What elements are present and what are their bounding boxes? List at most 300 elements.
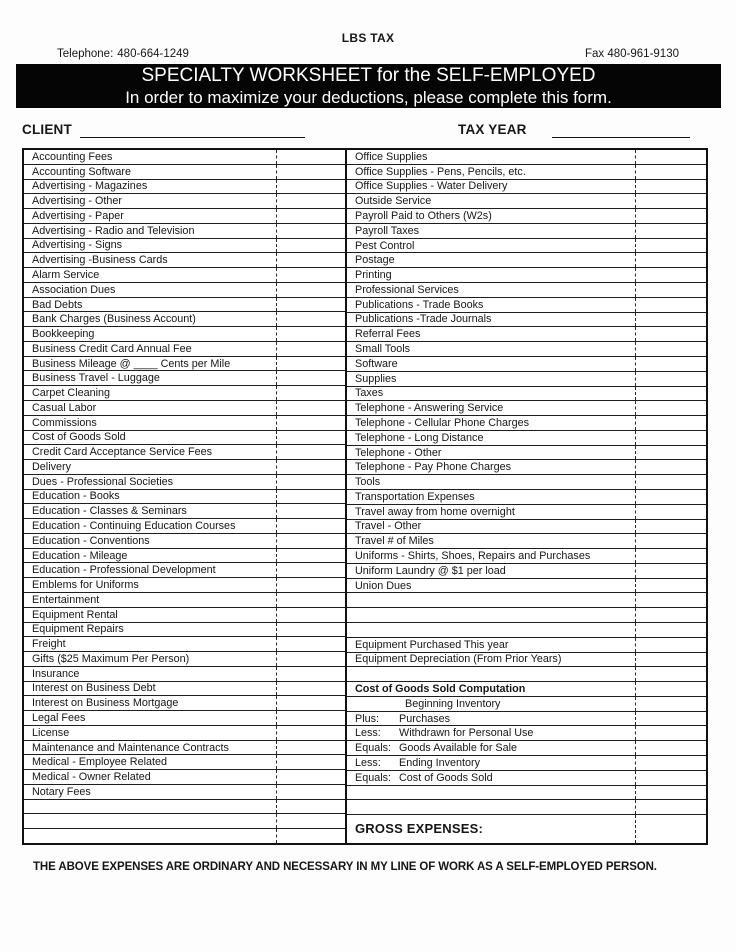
expense-label [347, 638, 636, 652]
expense-row [24, 180, 345, 195]
expense-row [347, 475, 706, 490]
amount-cell[interactable] [636, 579, 706, 593]
expense-row [24, 770, 345, 785]
expense-row [347, 239, 706, 254]
expense-label [24, 490, 277, 504]
amount-cell[interactable] [277, 623, 345, 637]
row-label-text: Advertising - Paper [32, 209, 124, 222]
worksheet-subtitle: In order to maximize your deductions, please complete this form. [125, 87, 612, 107]
expense-label [24, 253, 277, 267]
amount-cell[interactable] [636, 667, 706, 681]
expense-row [347, 771, 706, 786]
expense-label [347, 623, 636, 637]
blank-row [347, 800, 706, 815]
amount-cell[interactable] [636, 194, 706, 208]
expense-label [347, 416, 636, 430]
expense-label [24, 785, 277, 799]
amount-cell[interactable] [636, 505, 706, 519]
expense-label [347, 653, 636, 667]
row-label-text: Publications -Trade Journals [355, 313, 492, 326]
expense-label [24, 312, 277, 326]
amount-cell[interactable] [277, 416, 345, 430]
expense-row [347, 209, 706, 224]
expense-label [24, 682, 277, 696]
row-label-text: Entertainment [32, 593, 100, 606]
expense-row [24, 667, 345, 682]
amount-cell[interactable] [636, 475, 706, 489]
row-label-text: Education - Conventions [32, 534, 150, 547]
client-name-field[interactable] [80, 118, 305, 138]
row-label-text: Pest Control [355, 239, 415, 252]
expense-label [347, 298, 636, 312]
blank-row [347, 667, 706, 682]
expense-row [347, 682, 706, 697]
expense-row [24, 608, 345, 623]
fax-number [585, 48, 679, 60]
amount-cell[interactable] [277, 150, 345, 164]
amount-cell[interactable] [636, 726, 706, 740]
worksheet-right-column [347, 150, 706, 843]
row-label-text: Telephone - Pay Phone Charges [355, 461, 512, 474]
expense-label [347, 815, 636, 843]
amount-cell[interactable] [636, 800, 706, 814]
row-label-text: Software [355, 357, 398, 370]
amount-cell[interactable] [277, 180, 345, 194]
amount-cell[interactable] [277, 194, 345, 208]
expense-label [24, 504, 277, 518]
row-label-text: Printing [355, 269, 392, 282]
row-label-text: License [32, 726, 70, 739]
row-label-text: Education - Books [32, 490, 120, 503]
expense-label [24, 593, 277, 607]
row-label-text: Bank Charges (Business Account) [32, 313, 196, 326]
expense-label [24, 652, 277, 666]
row-label-text: Advertising - Signs [32, 239, 123, 252]
row-label-text: Education - Professional Development [32, 564, 216, 577]
expense-row [24, 283, 345, 298]
expense-label [347, 239, 636, 253]
amount-cell[interactable] [636, 520, 706, 534]
row-label-text: Education - Continuing Education Courses [32, 520, 236, 533]
expense-row [24, 386, 345, 401]
expense-row [24, 327, 345, 342]
amount-cell[interactable] [636, 741, 706, 755]
expense-label [347, 741, 636, 755]
amount-cell[interactable] [636, 697, 706, 711]
amount-cell[interactable] [277, 563, 345, 577]
row-label-text: Interest on Business Mortgage [32, 697, 179, 710]
expense-label [24, 519, 277, 533]
amount-cell[interactable] [636, 253, 706, 267]
amount-cell[interactable] [277, 490, 345, 504]
expense-row [24, 165, 345, 180]
expense-label [347, 327, 636, 341]
expense-row [347, 342, 706, 357]
expense-row [24, 312, 345, 327]
expense-row [347, 815, 706, 843]
blank-row [24, 800, 345, 815]
client-taxyear-row [0, 118, 736, 140]
amount-cell[interactable] [636, 490, 706, 504]
expense-row [24, 401, 345, 416]
expense-label [347, 682, 636, 696]
amount-cell[interactable] [277, 224, 345, 238]
row-label-text: Carpet Cleaning [32, 387, 111, 400]
row-label-text: Credit Card Acceptance Service Fees [32, 446, 213, 459]
row-label-text: Small Tools [355, 343, 411, 356]
expense-row [24, 475, 345, 490]
expense-row [347, 653, 706, 668]
row-label-text: Bookkeeping [32, 328, 95, 341]
expense-label [347, 313, 636, 327]
amount-cell[interactable] [277, 268, 345, 282]
telephone-label: Telephone: [57, 48, 114, 60]
expense-row [24, 696, 345, 711]
row-label-text: Dues - Professional Societies [32, 475, 174, 488]
expense-row [347, 579, 706, 594]
row-label-text: Business Travel - Luggage [32, 372, 160, 385]
row-label-text: Alarm Service [32, 269, 100, 281]
blank-row [347, 593, 706, 608]
amount-cell[interactable] [636, 165, 706, 179]
row-label-text: Accounting Fees [32, 150, 113, 163]
expense-row [24, 357, 345, 372]
expense-label [24, 829, 277, 843]
amount-cell[interactable] [277, 209, 345, 223]
expense-label [24, 431, 277, 445]
expense-row [24, 711, 345, 726]
expense-label [24, 741, 277, 755]
expense-row [24, 298, 345, 313]
expense-row [347, 741, 706, 756]
amount-cell[interactable] [277, 593, 345, 607]
expense-row [347, 357, 706, 372]
expense-row [24, 623, 345, 638]
amount-cell[interactable] [277, 755, 345, 769]
expense-row [24, 239, 345, 254]
expense-label [347, 608, 636, 622]
amount-cell[interactable] [277, 519, 345, 533]
row-label-text: Bad Debts [32, 298, 83, 311]
expense-row [347, 387, 706, 402]
expense-label [347, 726, 636, 740]
amount-cell[interactable] [277, 682, 345, 696]
expense-label [24, 268, 277, 282]
row-label-text: Commissions [32, 416, 97, 429]
row-label-text: Casual Labor [32, 401, 97, 414]
row-label-text: Cost of Goods Sold Computation [355, 683, 526, 696]
amount-cell[interactable] [277, 357, 345, 371]
row-label-text: Telephone - Other [355, 446, 442, 459]
expense-row [347, 268, 706, 283]
amount-cell[interactable] [277, 165, 345, 179]
amount-cell[interactable] [636, 534, 706, 548]
amount-cell[interactable] [277, 253, 345, 267]
amount-cell[interactable] [277, 327, 345, 341]
amount-cell[interactable] [636, 357, 706, 371]
expense-label [347, 534, 636, 548]
expense-label [24, 696, 277, 710]
amount-cell[interactable] [277, 475, 345, 489]
expense-row [24, 741, 345, 756]
amount-cell[interactable] [636, 549, 706, 563]
row-label-text: Emblems for Uniforms [32, 579, 139, 592]
amount-cell[interactable] [277, 829, 345, 843]
expense-label [24, 445, 277, 459]
expense-label [347, 446, 636, 460]
row-label-text: Beginning Inventory [405, 697, 501, 710]
amount-cell[interactable] [277, 696, 345, 710]
amount-cell[interactable] [636, 446, 706, 460]
amount-cell[interactable] [636, 313, 706, 327]
amount-cell[interactable] [636, 268, 706, 282]
row-label-text: Transportation Expenses [355, 490, 475, 503]
amount-cell[interactable] [636, 401, 706, 415]
tax-year-field[interactable] [552, 118, 690, 138]
amount-cell[interactable] [277, 770, 345, 784]
amount-cell[interactable] [277, 445, 345, 459]
amount-cell[interactable] [277, 637, 345, 651]
expense-row [24, 593, 345, 608]
expense-label [347, 771, 636, 785]
amount-cell[interactable] [636, 387, 706, 401]
amount-cell[interactable] [277, 460, 345, 474]
amount-cell[interactable] [636, 239, 706, 253]
row-prefix: Less: [355, 727, 381, 740]
amount-cell[interactable] [636, 564, 706, 578]
expense-label [24, 327, 277, 341]
row-label-text: Postage [355, 254, 395, 267]
expense-label [24, 401, 277, 415]
expense-row [347, 431, 706, 446]
expense-label [347, 372, 636, 386]
row-label-text: Medical - Employee Related [32, 756, 168, 769]
row-label-text: Tools [355, 476, 381, 489]
amount-cell[interactable] [277, 283, 345, 297]
expense-row [347, 194, 706, 209]
row-label-text: Office Supplies - Pens, Pencils, etc. [355, 165, 526, 178]
expense-label [347, 268, 636, 282]
row-label-text: Cost of Goods Sold [399, 771, 493, 784]
amount-cell[interactable] [636, 431, 706, 445]
expense-label [24, 224, 277, 238]
expense-row [347, 253, 706, 268]
amount-cell[interactable] [277, 814, 345, 828]
expense-label [347, 209, 636, 223]
expense-label [24, 726, 277, 740]
expense-row [347, 490, 706, 505]
expense-row [347, 298, 706, 313]
row-label-text: Union Dues [355, 579, 412, 592]
amount-cell[interactable] [636, 786, 706, 800]
amount-cell[interactable] [636, 342, 706, 356]
expense-row [347, 460, 706, 475]
row-label-text: Association Dues [32, 283, 116, 296]
amount-cell[interactable] [636, 682, 706, 696]
expense-label [24, 814, 277, 828]
amount-cell[interactable] [636, 771, 706, 785]
company-name: LBS TAX [341, 31, 395, 45]
blank-row [24, 829, 345, 843]
row-label-text: Publications - Trade Books [355, 298, 484, 311]
expense-row [24, 431, 345, 446]
blank-row [24, 814, 345, 829]
amount-cell[interactable] [277, 608, 345, 622]
expense-row [24, 682, 345, 697]
row-label-text: Gifts ($25 Maximum Per Person) [32, 652, 190, 665]
fax-value: 480-961-9130 [607, 48, 679, 60]
amount-cell[interactable] [277, 711, 345, 725]
amount-cell[interactable] [636, 416, 706, 430]
amount-cell[interactable] [636, 327, 706, 341]
expense-label [347, 520, 636, 534]
amount-cell[interactable] [277, 371, 345, 385]
row-label-text: Maintenance and Maintenance Contracts [32, 741, 229, 754]
amount-cell[interactable] [636, 712, 706, 726]
expense-row [347, 165, 706, 180]
row-label-text: Referral Fees [355, 328, 421, 341]
telephone-number [57, 48, 193, 60]
expense-label [347, 401, 636, 415]
row-label-text: Advertising -Business Cards [32, 254, 168, 267]
expense-row [24, 445, 345, 460]
expense-label [24, 637, 277, 651]
expense-label [24, 667, 277, 681]
amount-cell[interactable] [277, 800, 345, 814]
amount-cell[interactable] [277, 534, 345, 548]
row-label-text: Advertising - Radio and Television [32, 224, 195, 237]
amount-cell[interactable] [277, 298, 345, 312]
expense-row [24, 519, 345, 534]
row-label-text: Travel away from home overnight [355, 505, 515, 518]
row-prefix: Equals: [355, 771, 392, 784]
expense-label [24, 283, 277, 297]
expense-row [347, 416, 706, 431]
row-label-text: Purchases [399, 712, 451, 725]
row-label-text: Supplies [355, 372, 397, 385]
row-label-text: Advertising - Other [32, 195, 123, 208]
amount-cell[interactable] [636, 224, 706, 238]
expense-row [24, 224, 345, 239]
expense-label [347, 342, 636, 356]
expense-label [347, 283, 636, 297]
amount-cell[interactable] [277, 785, 345, 799]
amount-cell[interactable] [277, 431, 345, 445]
amount-cell[interactable] [277, 504, 345, 518]
expense-row [347, 180, 706, 195]
amount-cell[interactable] [277, 312, 345, 326]
row-label-text: Notary Fees [32, 785, 91, 798]
amount-cell[interactable] [277, 342, 345, 356]
row-label-text: Cost of Goods Sold [32, 431, 126, 444]
row-label-text: Professional Services [355, 283, 459, 296]
expense-label [24, 386, 277, 400]
row-label-text: Education - Mileage [32, 549, 128, 562]
expense-label [24, 711, 277, 725]
amount-cell[interactable] [277, 239, 345, 253]
expense-row [347, 150, 706, 165]
row-label-text: Advertising - Magazines [32, 180, 148, 193]
expense-label [347, 490, 636, 504]
row-label-text: Travel - Other [355, 520, 422, 533]
row-label-text: Outside Service [355, 195, 432, 208]
amount-cell[interactable] [277, 549, 345, 563]
amount-cell[interactable] [636, 815, 706, 843]
amount-cell[interactable] [636, 623, 706, 637]
row-prefix: Plus: [355, 712, 380, 725]
amount-cell[interactable] [636, 638, 706, 652]
row-label-text: Medical - Owner Related [32, 771, 151, 784]
expense-row [347, 505, 706, 520]
amount-cell[interactable] [636, 372, 706, 386]
amount-cell[interactable] [277, 386, 345, 400]
expense-row [24, 637, 345, 652]
amount-cell[interactable] [636, 180, 706, 194]
amount-cell[interactable] [277, 652, 345, 666]
amount-cell[interactable] [277, 741, 345, 755]
amount-cell[interactable] [636, 756, 706, 770]
row-label-text: Accounting Software [32, 165, 132, 178]
expense-label [24, 194, 277, 208]
amount-cell[interactable] [636, 150, 706, 164]
row-label-text: GROSS EXPENSES: [355, 821, 483, 837]
row-label-text: Interest on Business Debt [32, 682, 156, 695]
amount-cell[interactable] [636, 298, 706, 312]
expense-label [24, 563, 277, 577]
amount-cell[interactable] [277, 667, 345, 681]
amount-cell[interactable] [636, 593, 706, 607]
expense-label [24, 475, 277, 489]
expense-row [347, 313, 706, 328]
amount-cell[interactable] [636, 283, 706, 297]
amount-cell[interactable] [277, 578, 345, 592]
certification-statement: THE ABOVE EXPENSES ARE ORDINARY AND NECESSARY IN MY LINE OF WORK AS A SELF-EMPLOYED PERSON. [33, 861, 657, 873]
expense-label [347, 431, 636, 445]
expense-label [24, 342, 277, 356]
amount-cell[interactable] [636, 608, 706, 622]
telephone-value: 480-664-1249 [117, 48, 189, 60]
amount-cell[interactable] [277, 726, 345, 740]
tax-year-label: TAX YEAR [458, 122, 527, 137]
expense-row [347, 638, 706, 653]
expense-label [24, 755, 277, 769]
amount-cell[interactable] [636, 460, 706, 474]
expense-row [347, 283, 706, 298]
amount-cell[interactable] [636, 209, 706, 223]
expense-row [24, 371, 345, 386]
expense-row [24, 416, 345, 431]
expense-label [24, 357, 277, 371]
amount-cell[interactable] [277, 401, 345, 415]
row-label-text: Insurance [32, 667, 80, 680]
amount-cell[interactable] [636, 653, 706, 667]
expense-label [347, 667, 636, 681]
row-label-text: Telephone - Long Distance [355, 431, 484, 444]
expense-label [347, 564, 636, 578]
expense-row [347, 564, 706, 579]
row-label-text: Equipment Depreciation (From Prior Years) [355, 653, 562, 666]
row-label-text: Business Credit Card Annual Fee [32, 342, 192, 355]
expense-label [24, 371, 277, 385]
expense-label [24, 608, 277, 622]
expense-row [24, 755, 345, 770]
row-label-text: Office Supplies - Water Delivery [355, 180, 508, 193]
expense-row [24, 563, 345, 578]
expense-label [347, 387, 636, 401]
expense-label [347, 593, 636, 607]
expense-row [24, 652, 345, 667]
row-label-text: Payroll Paid to Others (W2s) [355, 210, 492, 223]
